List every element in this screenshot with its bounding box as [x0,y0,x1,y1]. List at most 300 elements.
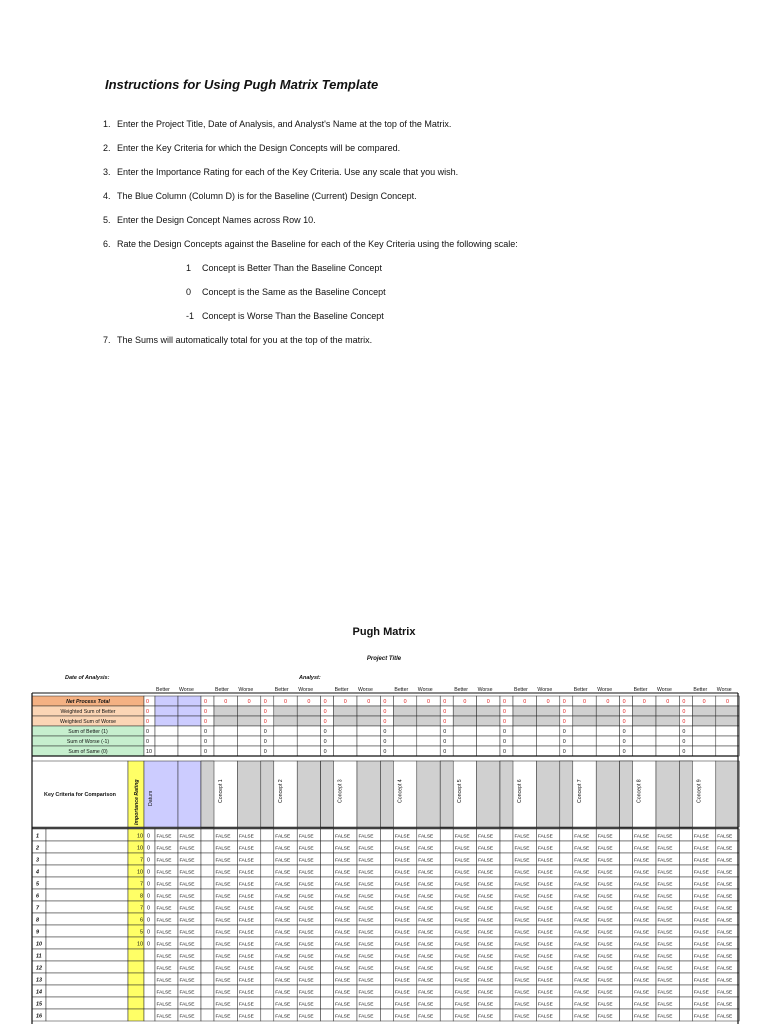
false-value: FALSE [238,1002,254,1008]
rating-input-cell[interactable] [261,865,274,877]
false-value: FALSE [179,966,195,972]
summary-value: 0 [562,709,566,716]
rating-input-cell[interactable] [321,841,334,853]
rating-input-cell[interactable] [321,961,334,973]
cell [417,726,440,736]
criteria-input-cell[interactable] [46,865,128,877]
false-value: FALSE [657,882,673,888]
row-number: 11 [36,953,42,960]
false-value: FALSE [537,858,553,864]
rating-input-cell[interactable] [500,877,513,889]
false-value: FALSE [634,954,650,960]
row-number: 7 [36,905,39,912]
false-value: FALSE [597,906,613,912]
criteria-input-cell[interactable] [46,841,128,853]
rating-input-cell[interactable] [500,841,513,853]
criteria-input-cell[interactable] [46,997,128,1009]
rating-input-cell[interactable] [500,901,513,913]
rating-input-cell[interactable] [679,973,692,985]
instruction-step: 2. Enter the Key Criteria for which the Design Concepts will be compared. [103,143,401,153]
rating-input-cell[interactable] [679,1009,692,1021]
rating-input-cell[interactable] [201,901,214,913]
rating-input-cell[interactable] [201,997,214,1009]
rating-input-cell[interactable] [560,985,573,997]
summary-value: 0 [427,699,430,706]
rating-input-cell[interactable] [321,913,334,925]
scale-item: 1 Concept is Better Than the Baseline Concept [186,263,382,273]
rating-input-cell[interactable] [321,997,334,1009]
rating-input-cell[interactable] [500,985,513,997]
rating-input-cell[interactable] [620,889,633,901]
false-value: FALSE [657,978,673,984]
rating-input-cell[interactable] [440,937,453,949]
rating-input-cell[interactable] [201,913,214,925]
rating-input-cell[interactable] [261,877,274,889]
instruction-step: 6. Rate the Design Concepts against the Baseline for each of the Key Criteria using the following scale: [103,239,518,249]
false-value: FALSE [215,1002,231,1008]
rating-input-cell[interactable] [261,949,274,961]
rating-input-cell[interactable] [679,889,692,901]
cell [155,746,178,756]
importance-value: 10 [137,845,143,852]
rating-input-cell[interactable] [620,841,633,853]
false-value: FALSE [215,882,231,888]
false-value: FALSE [394,966,410,972]
rating-input-cell[interactable] [500,937,513,949]
false-value: FALSE [418,930,434,936]
rating-input-cell[interactable] [321,877,334,889]
rating-input-cell[interactable] [679,949,692,961]
false-value: FALSE [298,882,314,888]
datum-cell[interactable] [144,997,155,1009]
criteria-input-cell[interactable] [46,877,128,889]
rating-input-cell[interactable] [620,937,633,949]
false-value: FALSE [418,858,434,864]
summary-value-cell [560,726,573,736]
cell [573,706,596,716]
criteria-input-cell[interactable] [46,937,128,949]
summary-value: 0 [204,729,207,736]
false-value: FALSE [574,834,590,840]
rating-input-cell[interactable] [201,889,214,901]
false-value: FALSE [156,918,172,924]
rating-input-cell[interactable] [261,1009,274,1021]
cell [357,716,380,726]
cell [513,736,536,746]
cell [596,726,619,736]
cell [237,746,260,756]
rating-input-cell[interactable] [440,913,453,925]
rating-input-cell[interactable] [201,829,214,841]
project-title[interactable]: Project Title [366,656,402,662]
false-value: FALSE [215,918,231,924]
cell [274,716,297,726]
rating-input-cell[interactable] [321,1009,334,1021]
false-value: FALSE [574,990,590,996]
rating-input-cell[interactable] [679,829,692,841]
criteria-input-cell[interactable] [46,901,128,913]
rating-input-cell[interactable] [560,889,573,901]
rating-input-cell[interactable] [380,925,393,937]
rating-input-cell[interactable] [560,853,573,865]
false-value: FALSE [717,954,733,960]
rating-input-cell[interactable] [201,841,214,853]
summary-value-cell [321,736,334,746]
rating-input-cell[interactable] [679,841,692,853]
concept-label: Concept 4 [397,779,404,803]
false-value: FALSE [574,846,590,852]
rating-input-cell[interactable] [380,1009,393,1021]
cell [237,726,260,736]
rating-input-cell[interactable] [620,973,633,985]
rating-input-cell[interactable] [560,841,573,853]
rating-input-cell[interactable] [679,925,692,937]
datum-cell[interactable] [144,949,155,961]
rating-input-cell[interactable] [380,949,393,961]
rating-input-cell[interactable] [321,901,334,913]
importance-cell[interactable] [128,997,144,1009]
summary-value: 0 [383,729,387,736]
datum-value: 0 [147,941,150,948]
rating-input-cell[interactable] [321,829,334,841]
cell [477,706,500,716]
false-value: FALSE [657,990,673,996]
cell [453,736,476,746]
false-value: FALSE [335,1002,351,1008]
importance-value: 10 [137,941,143,948]
rating-input-cell[interactable] [261,985,274,997]
rating-input-cell[interactable] [380,877,393,889]
criteria-input-cell[interactable] [46,925,128,937]
rating-input-cell[interactable] [201,853,214,865]
rating-input-cell[interactable] [321,889,334,901]
false-value: FALSE [358,942,374,948]
datum-cell[interactable] [144,961,155,973]
rating-input-cell[interactable] [500,913,513,925]
summary-value: 0 [263,719,267,726]
rating-input-cell[interactable] [440,985,453,997]
rating-input-cell[interactable] [500,889,513,901]
rating-input-cell[interactable] [201,937,214,949]
rating-input-cell[interactable] [321,949,334,961]
cell [656,706,679,716]
false-value: FALSE [215,942,231,948]
false-value: FALSE [634,990,650,996]
rating-input-cell[interactable] [440,841,453,853]
criteria-input-cell[interactable] [46,889,128,901]
rating-input-cell[interactable] [380,841,393,853]
cell [178,746,201,756]
false-value: FALSE [179,882,195,888]
false-value: FALSE [156,894,172,900]
rating-input-cell[interactable] [560,973,573,985]
rating-input-cell[interactable] [380,937,393,949]
cell [596,716,619,726]
false-value: FALSE [238,834,254,840]
rating-input-cell[interactable] [261,937,274,949]
rating-input-cell[interactable] [560,925,573,937]
datum-cell[interactable] [144,1009,155,1021]
false-value: FALSE [418,846,434,852]
false-value: FALSE [537,954,553,960]
rating-input-cell[interactable] [321,973,334,985]
rating-input-cell[interactable] [261,853,274,865]
criteria-input-cell[interactable] [46,913,128,925]
false-value: FALSE [394,894,410,900]
rating-input-cell[interactable] [321,865,334,877]
rating-input-cell[interactable] [679,901,692,913]
rating-input-cell[interactable] [620,853,633,865]
rating-input-cell[interactable] [440,961,453,973]
rating-input-cell[interactable] [679,913,692,925]
criteria-input-cell[interactable] [46,949,128,961]
rating-input-cell[interactable] [500,853,513,865]
false-value: FALSE [657,870,673,876]
rating-input-cell[interactable] [500,829,513,841]
summary-value-cell [201,736,214,746]
rating-input-cell[interactable] [440,901,453,913]
rating-input-cell[interactable] [500,1009,513,1021]
rating-input-cell[interactable] [679,877,692,889]
rating-input-cell[interactable] [500,997,513,1009]
rating-input-cell[interactable] [440,949,453,961]
cell [393,736,416,746]
rating-input-cell[interactable] [500,865,513,877]
rating-input-cell[interactable] [201,985,214,997]
cell [596,736,619,746]
false-value: FALSE [179,918,195,924]
criteria-input-cell[interactable] [46,1009,128,1021]
rating-input-cell[interactable] [201,925,214,937]
rating-input-cell[interactable] [620,1009,633,1021]
importance-value: 10 [137,869,143,876]
rating-input-cell[interactable] [261,925,274,937]
rating-input-cell[interactable] [380,913,393,925]
rating-input-cell[interactable] [261,997,274,1009]
rating-input-cell[interactable] [440,877,453,889]
summary-value-cell [261,726,274,736]
rating-input-cell[interactable] [261,829,274,841]
rating-input-cell[interactable] [380,961,393,973]
rating-input-cell[interactable] [560,997,573,1009]
false-value: FALSE [537,942,553,948]
criteria-input-cell[interactable] [46,961,128,973]
cell [453,726,476,736]
rating-input-cell[interactable] [380,865,393,877]
summary-value-cell [380,746,393,756]
summary-value-cell [261,706,274,716]
rating-input-cell[interactable] [560,877,573,889]
better-header: Better [633,687,648,693]
rating-input-cell[interactable] [679,961,692,973]
importance-cell[interactable] [128,961,144,973]
rating-input-cell[interactable] [620,913,633,925]
rating-input-cell[interactable] [440,925,453,937]
cell [214,726,237,736]
false-value: FALSE [335,894,351,900]
false-value: FALSE [597,942,613,948]
summary-value: 0 [323,699,327,706]
rating-input-cell[interactable] [261,889,274,901]
false-value: FALSE [454,858,470,864]
rating-input-cell[interactable] [560,865,573,877]
rating-input-cell[interactable] [620,997,633,1009]
rating-input-cell[interactable] [620,877,633,889]
rating-input-cell[interactable] [201,973,214,985]
rating-input-cell[interactable] [321,925,334,937]
importance-cell[interactable] [128,985,144,997]
rating-input-cell[interactable] [560,937,573,949]
rating-input-cell[interactable] [261,973,274,985]
rating-input-cell[interactable] [201,865,214,877]
summary-value: 0 [622,699,626,706]
rating-input-cell[interactable] [620,829,633,841]
false-value: FALSE [634,870,650,876]
criteria-input-cell[interactable] [46,973,128,985]
rating-input-cell[interactable] [380,889,393,901]
false-value: FALSE [358,870,374,876]
rating-input-cell[interactable] [261,961,274,973]
rating-input-cell[interactable] [679,985,692,997]
row-number: 12 [36,965,42,972]
cell [417,761,440,827]
importance-value: 7 [140,857,143,864]
rating-input-cell[interactable] [679,937,692,949]
summary-value: 10 [146,749,152,756]
rating-input-cell[interactable] [321,985,334,997]
cell [155,716,178,726]
summary-value: 0 [562,739,566,746]
cell [573,716,596,726]
criteria-input-cell[interactable] [46,985,128,997]
summary-value: 0 [546,699,550,706]
rating-input-cell[interactable] [380,997,393,1009]
row-number-cell [32,901,46,913]
rating-input-cell[interactable] [620,865,633,877]
datum-cell[interactable] [144,973,155,985]
rating-input-cell[interactable] [201,949,214,961]
criteria-input-cell[interactable] [46,829,128,841]
rating-input-cell[interactable] [620,961,633,973]
summary-value-cell [560,736,573,746]
rating-input-cell[interactable] [440,997,453,1009]
rating-input-cell[interactable] [201,961,214,973]
rating-input-cell[interactable] [560,913,573,925]
rating-input-cell[interactable] [380,853,393,865]
rating-input-cell[interactable] [201,1009,214,1021]
rating-input-cell[interactable] [500,961,513,973]
importance-cell[interactable] [128,1009,144,1021]
rating-input-cell[interactable] [440,853,453,865]
rating-input-cell[interactable] [620,925,633,937]
summary-value: 0 [682,719,686,726]
cell [155,706,178,716]
false-value: FALSE [657,966,673,972]
false-value: FALSE [454,894,470,900]
false-value: FALSE [358,954,374,960]
rating-input-cell[interactable] [380,973,393,985]
false-value: FALSE [634,846,650,852]
row-number: 10 [36,941,42,948]
summary-value: 0 [606,699,610,706]
summary-value: 0 [204,709,207,716]
importance-cell[interactable] [128,973,144,985]
rating-input-cell[interactable] [620,985,633,997]
false-value: FALSE [298,978,314,984]
rating-input-cell[interactable] [679,997,692,1009]
rating-input-cell[interactable] [321,937,334,949]
key-criteria-label: Key Criteria for Comparison [44,792,116,798]
criteria-input-cell[interactable] [46,853,128,865]
cell [334,716,357,726]
false-value: FALSE [418,954,434,960]
rating-input-cell[interactable] [201,877,214,889]
false-value: FALSE [514,882,530,888]
rating-input-cell[interactable] [380,829,393,841]
rating-input-cell[interactable] [380,985,393,997]
rating-input-cell[interactable] [560,829,573,841]
rating-input-cell[interactable] [500,973,513,985]
rating-input-cell[interactable] [380,901,393,913]
rating-input-cell[interactable] [620,901,633,913]
rating-input-cell[interactable] [440,973,453,985]
false-value: FALSE [179,1002,195,1008]
false-value: FALSE [215,870,231,876]
false-value: FALSE [574,894,590,900]
rating-input-cell[interactable] [440,1009,453,1021]
rating-input-cell[interactable] [321,853,334,865]
false-value: FALSE [717,978,733,984]
rating-input-cell[interactable] [679,865,692,877]
rating-input-cell[interactable] [440,865,453,877]
better-header: Better [514,687,528,693]
rating-input-cell[interactable] [679,853,692,865]
rating-input-cell[interactable] [500,949,513,961]
false-value: FALSE [335,918,351,924]
importance-cell[interactable] [128,949,144,961]
summary-value: 0 [323,749,327,756]
rating-input-cell[interactable] [560,901,573,913]
false-value: FALSE [298,906,314,912]
summary-value-cell [440,706,453,716]
false-value: FALSE [394,990,410,996]
cell [656,726,679,736]
rating-input-cell[interactable] [261,841,274,853]
false-value: FALSE [597,918,613,924]
importance-value: 5 [140,929,143,936]
summary-value: 0 [204,749,207,756]
summary-value: 0 [443,749,447,756]
rating-input-cell[interactable] [560,961,573,973]
rating-input-cell[interactable] [500,925,513,937]
rating-input-cell[interactable] [261,901,274,913]
false-value: FALSE [275,858,291,864]
rating-input-cell[interactable] [560,949,573,961]
false-value: FALSE [693,966,709,972]
false-value: FALSE [454,978,470,984]
row-number: 1 [36,833,39,840]
false-value: FALSE [358,846,374,852]
rating-input-cell[interactable] [560,1009,573,1021]
false-value: FALSE [298,966,314,972]
datum-cell[interactable] [144,985,155,997]
rating-input-cell[interactable] [261,913,274,925]
false-value: FALSE [693,906,709,912]
rating-input-cell[interactable] [440,889,453,901]
rating-input-cell[interactable] [620,949,633,961]
false-value: FALSE [454,882,470,888]
rating-input-cell[interactable] [440,829,453,841]
